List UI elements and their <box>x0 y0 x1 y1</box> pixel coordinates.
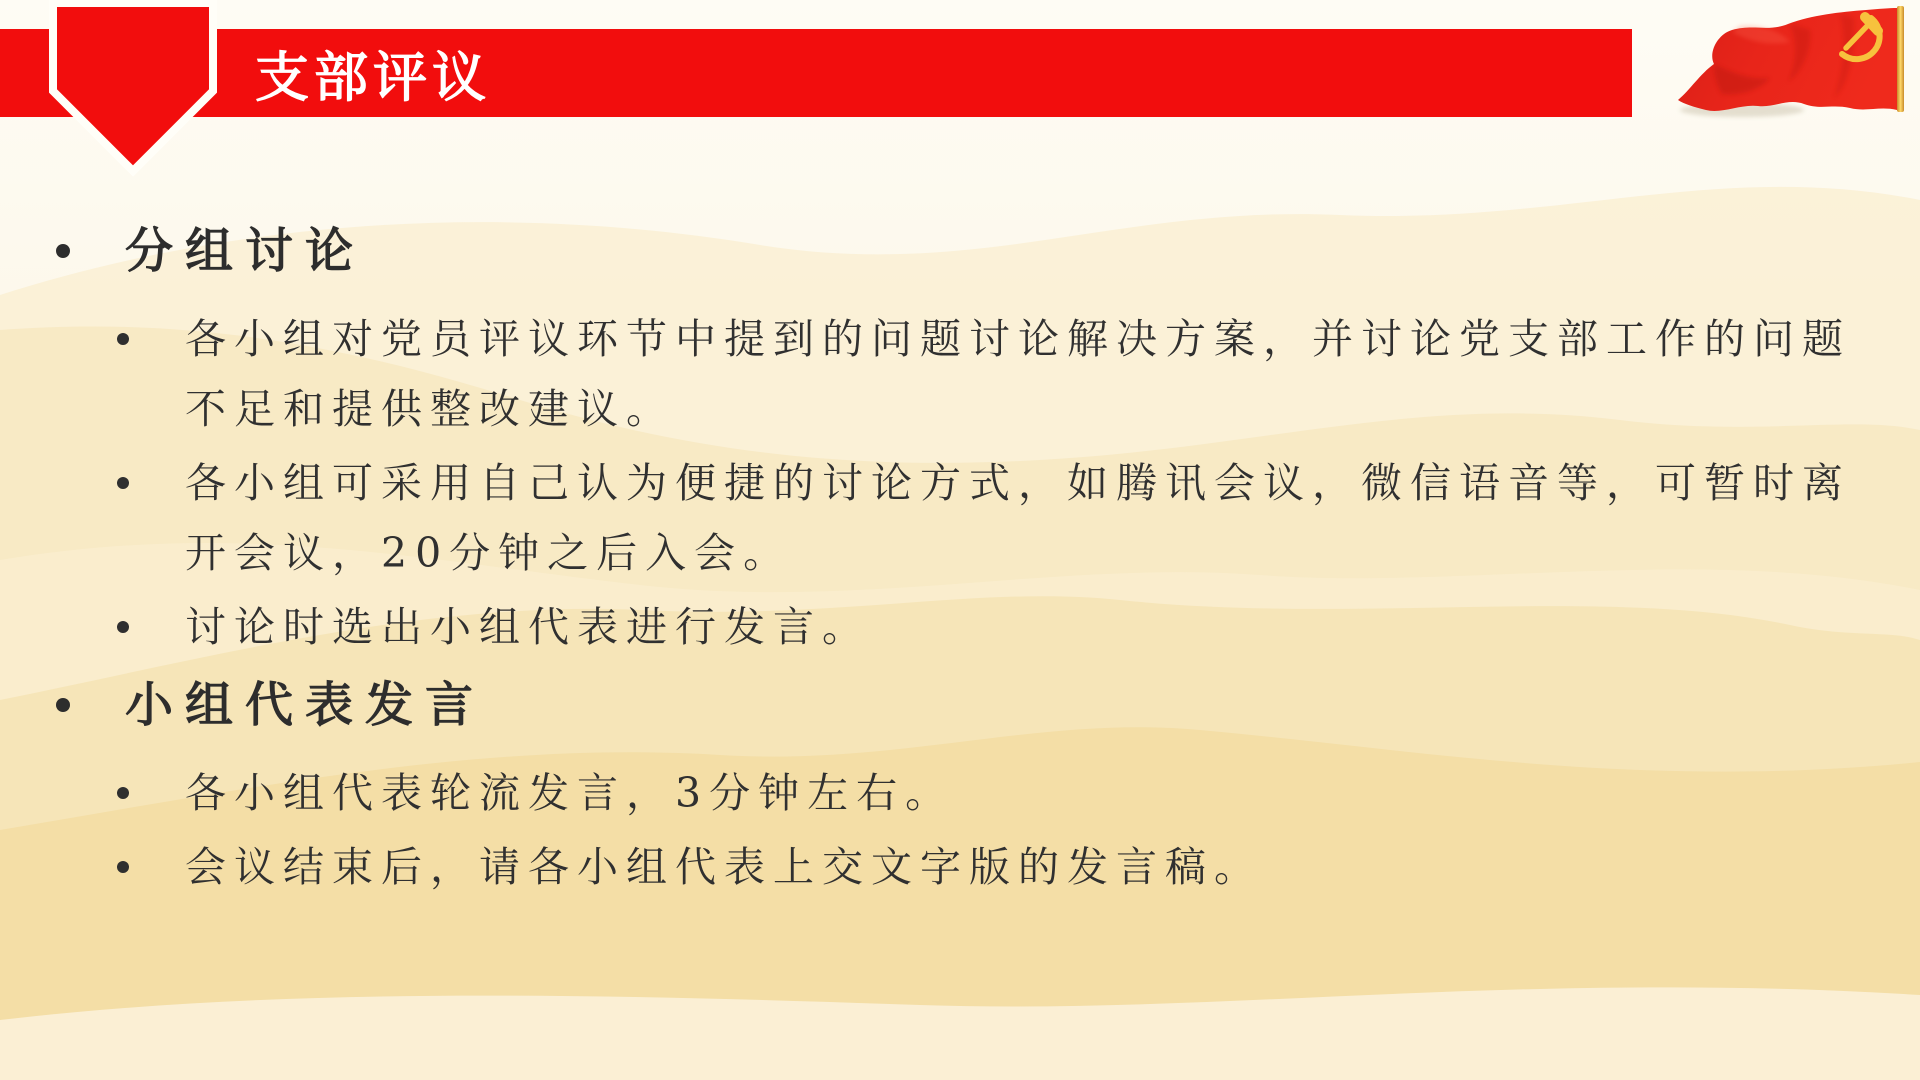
list-item-line: 各小组可采用自己认为便捷的讨论方式，如腾讯会议，微信语音等，可暂时离 <box>185 459 1851 507</box>
list-item <box>0 304 1920 444</box>
bullet-dot <box>56 698 70 712</box>
page-title: 支部评议 <box>255 45 491 109</box>
section-heading-label: 分组讨论 <box>125 223 366 279</box>
bullet-dot <box>117 861 129 873</box>
bullet-dot <box>117 787 129 799</box>
list-item-line: 不足和提供整改建议。 <box>185 385 675 433</box>
list-item-line: 各小组代表轮流发言，3分钟左右。 <box>185 769 955 817</box>
list-item <box>0 448 1920 588</box>
party-flag-image <box>1670 2 1910 122</box>
bullet-dot <box>56 244 70 258</box>
bullet-dot <box>117 477 129 489</box>
list-item-line: 讨论时选出小组代表进行发言。 <box>185 603 871 651</box>
section-heading <box>0 222 1920 280</box>
list-item <box>0 592 1920 662</box>
list-item-line: 开会议，20分钟之后入会。 <box>185 529 793 577</box>
section-heading <box>0 676 1920 734</box>
list-item <box>0 832 1920 902</box>
section-heading-label: 小组代表发言 <box>125 677 486 733</box>
outline <box>0 222 1920 906</box>
title-band <box>0 29 1632 117</box>
list-item <box>0 758 1920 828</box>
list-item-line: 各小组对党员评议环节中提到的问题讨论解决方案，并讨论党支部工作的问题 <box>185 315 1851 363</box>
flag-pole-stripe <box>1897 6 1904 112</box>
bullet-dot <box>117 621 129 633</box>
pennant-badge <box>44 0 222 182</box>
list-item-line: 会议结束后，请各小组代表上交文字版的发言稿。 <box>185 843 1263 891</box>
bullet-dot <box>117 333 129 345</box>
